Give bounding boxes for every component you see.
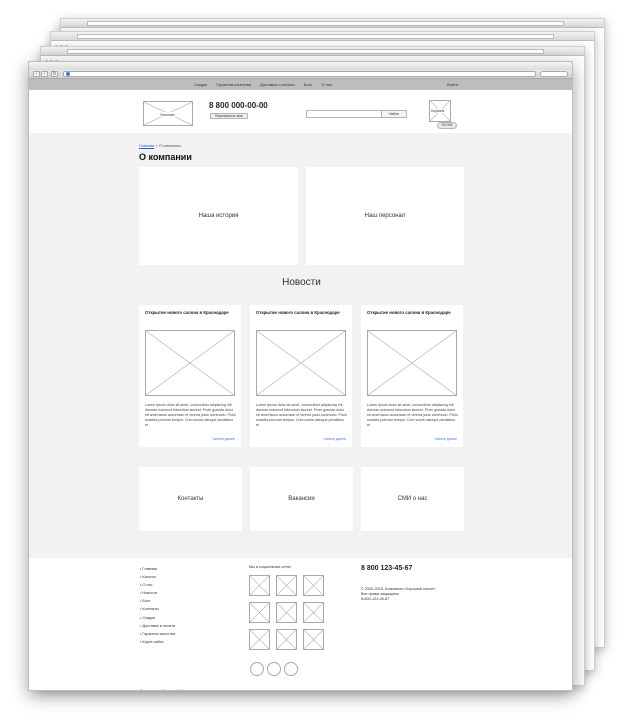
image-placeholder-icon xyxy=(257,331,345,395)
tile-vacancies[interactable] xyxy=(250,467,353,531)
news-card[interactable] xyxy=(139,305,241,447)
news-card-title: Открытие нового салона в Краснодаре xyxy=(367,310,451,315)
tile-contacts[interactable] xyxy=(139,467,242,531)
breadcrumb xyxy=(139,143,181,148)
footer-link-home[interactable]: • Главная xyxy=(140,567,157,571)
social-link-icon[interactable] xyxy=(249,602,270,623)
tile-our-history[interactable] xyxy=(139,167,298,265)
back-button[interactable]: ‹ xyxy=(33,71,40,77)
callback-button[interactable]: Перезвонить мне xyxy=(210,113,248,119)
search-input[interactable] xyxy=(306,110,382,118)
nav-item-about[interactable]: О нас xyxy=(321,82,333,87)
tile-label: Наша история xyxy=(198,213,239,219)
social-link-icon[interactable] xyxy=(249,629,270,650)
site-credits[interactable]: Создание сайта — «Нейтоны» xyxy=(140,689,194,691)
footer-link-catalog[interactable]: • Каталог xyxy=(140,575,157,580)
cart-label: Корзина xyxy=(431,109,445,113)
payment-circle-icon xyxy=(284,662,298,676)
footer-phone: 8 800 123-45-67 xyxy=(361,565,413,572)
news-card-image xyxy=(145,330,235,396)
nav-item-quality-guarantee[interactable]: Гарантия качества xyxy=(216,82,251,87)
footer-link-sitemap[interactable]: • Карта сайта xyxy=(140,639,164,644)
footer-link-guarantee[interactable]: • Гарантия качества xyxy=(140,631,176,636)
site-header xyxy=(29,90,572,133)
news-section-title: Новости xyxy=(282,277,321,288)
footer-link-discounts[interactable]: • Скидки xyxy=(140,615,155,620)
logo-label: Логотип xyxy=(160,112,175,117)
news-card-text: Lorem ipsum dolor sit amet, consectetur adipiscing elit. Aenean euismod bibendum laoreet. Proin gravida dolor sit amet lacus accumsan et viverra justo commodo. Proin sodales pulvinar tempor. Cum sociis natoque penatibus et xyxy=(145,403,236,427)
footer-links xyxy=(140,565,175,646)
news-card-text: Lorem ipsum dolor sit amet, consectetur adipiscing elit. Aenean euismod bibendum laoreet. Proin gravida dolor sit amet lacus accumsan et viverra justo commodo. Proin sodales pulvinar tempor. Cum sociis natoque penatibus et xyxy=(367,403,458,427)
footer-link-news[interactable]: • Новости xyxy=(140,591,158,596)
news-card[interactable] xyxy=(250,305,352,447)
footer-copyright xyxy=(361,587,435,602)
breadcrumb-separator: » xyxy=(155,143,158,148)
tile-label: Наш персонал xyxy=(364,213,406,219)
social-link-icon[interactable] xyxy=(303,575,324,596)
social-link-icon[interactable] xyxy=(303,629,324,650)
social-link-icon[interactable] xyxy=(276,629,297,650)
footer-link-delivery[interactable]: • Доставка и оплата xyxy=(140,623,176,628)
news-card-image xyxy=(367,330,457,396)
news-card-text: Lorem ipsum dolor sit amet, consectetur adipiscing elit. Aenean euismod bibendum laoreet. Proin gravida dolor sit amet lacus accumsan et viverra justo commodo. Proin sodales pulvinar tempor. Cum sociis natoque penatibus et xyxy=(256,403,347,427)
payment-circle-icon xyxy=(267,662,281,676)
tile-label: Контакты xyxy=(177,496,204,502)
footer-link-contacts[interactable]: • Контакты xyxy=(140,607,159,612)
payment-circle-icon xyxy=(250,662,264,676)
nav-item-delivery[interactable]: Доставка и оплата xyxy=(260,82,295,87)
site-footer xyxy=(29,558,573,691)
search-button[interactable]: Найти xyxy=(381,110,407,118)
copyright-text: © 2000-2015. Компания «Хороший салон» xyxy=(361,587,436,591)
browser-search-field[interactable] xyxy=(540,71,568,77)
footer-phone-small: 8-800-123-45-67 xyxy=(361,597,390,601)
news-card[interactable] xyxy=(361,305,463,447)
browser-toolbar xyxy=(29,70,572,79)
cart-icon[interactable] xyxy=(429,100,451,122)
tile-press[interactable] xyxy=(361,467,464,531)
news-card-title: Открытие нового салона в Краснодаре xyxy=(145,310,229,315)
social-link-icon[interactable] xyxy=(249,575,270,596)
read-more-link[interactable]: Читать далее xyxy=(212,437,235,441)
social-link-icon[interactable] xyxy=(303,602,324,623)
logo-placeholder[interactable] xyxy=(143,101,193,126)
tile-label: СМИ о нас xyxy=(397,496,428,502)
cart-total-badge[interactable]: 00 000 xyxy=(437,122,457,129)
tile-our-staff[interactable] xyxy=(306,167,464,265)
rights-text: Все права защищены xyxy=(361,592,400,596)
header-phone: 8 800 000-00-00 xyxy=(209,101,268,110)
page-title: О компании xyxy=(139,152,192,162)
nav-item-discounts[interactable]: Скидки xyxy=(194,82,208,87)
news-card-title: Открытие нового салона в Краснодаре xyxy=(256,310,340,315)
footer-link-about[interactable]: • О нас xyxy=(140,583,153,588)
social-link-icon[interactable] xyxy=(276,575,297,596)
browser-window xyxy=(28,61,573,691)
footer-link-blog[interactable]: • Блог xyxy=(140,599,151,604)
login-link[interactable]: Войти xyxy=(447,82,459,87)
reload-button[interactable]: ↻ xyxy=(52,71,57,77)
social-label: Мы в социальных сетях xyxy=(249,565,292,569)
site-favicon-icon xyxy=(66,72,70,76)
tile-label: Вакансии xyxy=(288,496,315,502)
read-more-link[interactable]: Читать далее xyxy=(434,437,457,441)
forward-button[interactable]: › xyxy=(41,71,48,77)
title-bar xyxy=(29,62,572,70)
breadcrumb-home-link[interactable]: Главная xyxy=(139,143,155,148)
read-more-link[interactable]: Читать далее xyxy=(323,437,346,441)
social-link-icon[interactable] xyxy=(276,602,297,623)
news-card-image xyxy=(256,330,346,396)
image-placeholder-icon xyxy=(146,331,234,395)
breadcrumb-current: О компании xyxy=(158,143,181,148)
image-placeholder-icon xyxy=(368,331,456,395)
nav-item-blog[interactable]: Блог xyxy=(303,82,313,87)
address-bar[interactable] xyxy=(63,71,536,77)
top-navigation xyxy=(29,79,572,90)
